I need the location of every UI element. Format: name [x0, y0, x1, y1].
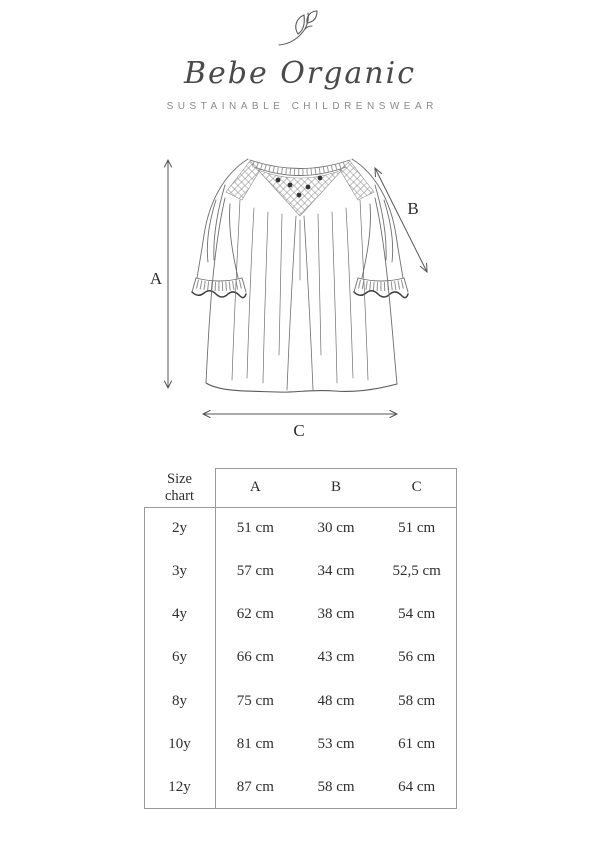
- brand-tagline: SUSTAINABLE CHILDRENSWEAR: [166, 101, 438, 112]
- cell-c: 54 cm: [398, 606, 436, 623]
- dress-measurement-diagram: [0, 140, 600, 450]
- dimension-arrow-a: [165, 160, 172, 388]
- cell-a: 66 cm: [236, 649, 274, 666]
- column-header-c: C: [411, 479, 422, 495]
- dimension-label-c: C: [293, 421, 305, 440]
- table-grid: [144, 468, 457, 809]
- branch-leaves-icon: [276, 10, 324, 52]
- cell-b: 43 cm: [317, 649, 355, 666]
- dimension-label-a: A: [149, 269, 163, 288]
- dimension-label-b: B: [407, 199, 419, 218]
- table-corner-header: [144, 468, 215, 507]
- row-size: 2y: [172, 520, 187, 537]
- cell-b: 53 cm: [317, 735, 355, 752]
- row-size: 10y: [168, 735, 191, 752]
- row-size: 3y: [172, 563, 187, 580]
- cell-b: 58 cm: [317, 778, 355, 795]
- size-chart-table: [144, 468, 457, 809]
- cell-b: 34 cm: [317, 563, 355, 580]
- row-size: 6y: [172, 649, 187, 666]
- dress-sketch: [192, 159, 408, 392]
- cell-a: 57 cm: [236, 563, 274, 580]
- cell-a: 81 cm: [236, 735, 274, 752]
- cell-c: 56 cm: [398, 649, 436, 666]
- cell-c: 51 cm: [398, 520, 436, 537]
- cell-c: 64 cm: [398, 778, 436, 795]
- cell-c: 58 cm: [398, 692, 436, 709]
- cell-a: 87 cm: [236, 778, 274, 795]
- column-header-b: B: [330, 479, 341, 495]
- cell-c: 52,5 cm: [392, 563, 441, 580]
- cell-b: 30 cm: [317, 520, 355, 537]
- cell-b: 38 cm: [317, 606, 355, 623]
- cell-c: 61 cm: [398, 735, 436, 752]
- row-size: 4y: [172, 606, 187, 623]
- table-corner-header-label: Size chart: [165, 470, 194, 504]
- dimension-arrow-c: [203, 411, 397, 418]
- brand-name: Bebe Organic: [183, 56, 417, 91]
- row-size: 8y: [172, 692, 187, 709]
- column-header-a: A: [249, 479, 261, 495]
- cell-b: 48 cm: [317, 692, 355, 709]
- row-size: 12y: [168, 778, 191, 795]
- cell-a: 51 cm: [236, 520, 274, 537]
- cell-a: 75 cm: [236, 692, 274, 709]
- cell-a: 62 cm: [236, 606, 274, 623]
